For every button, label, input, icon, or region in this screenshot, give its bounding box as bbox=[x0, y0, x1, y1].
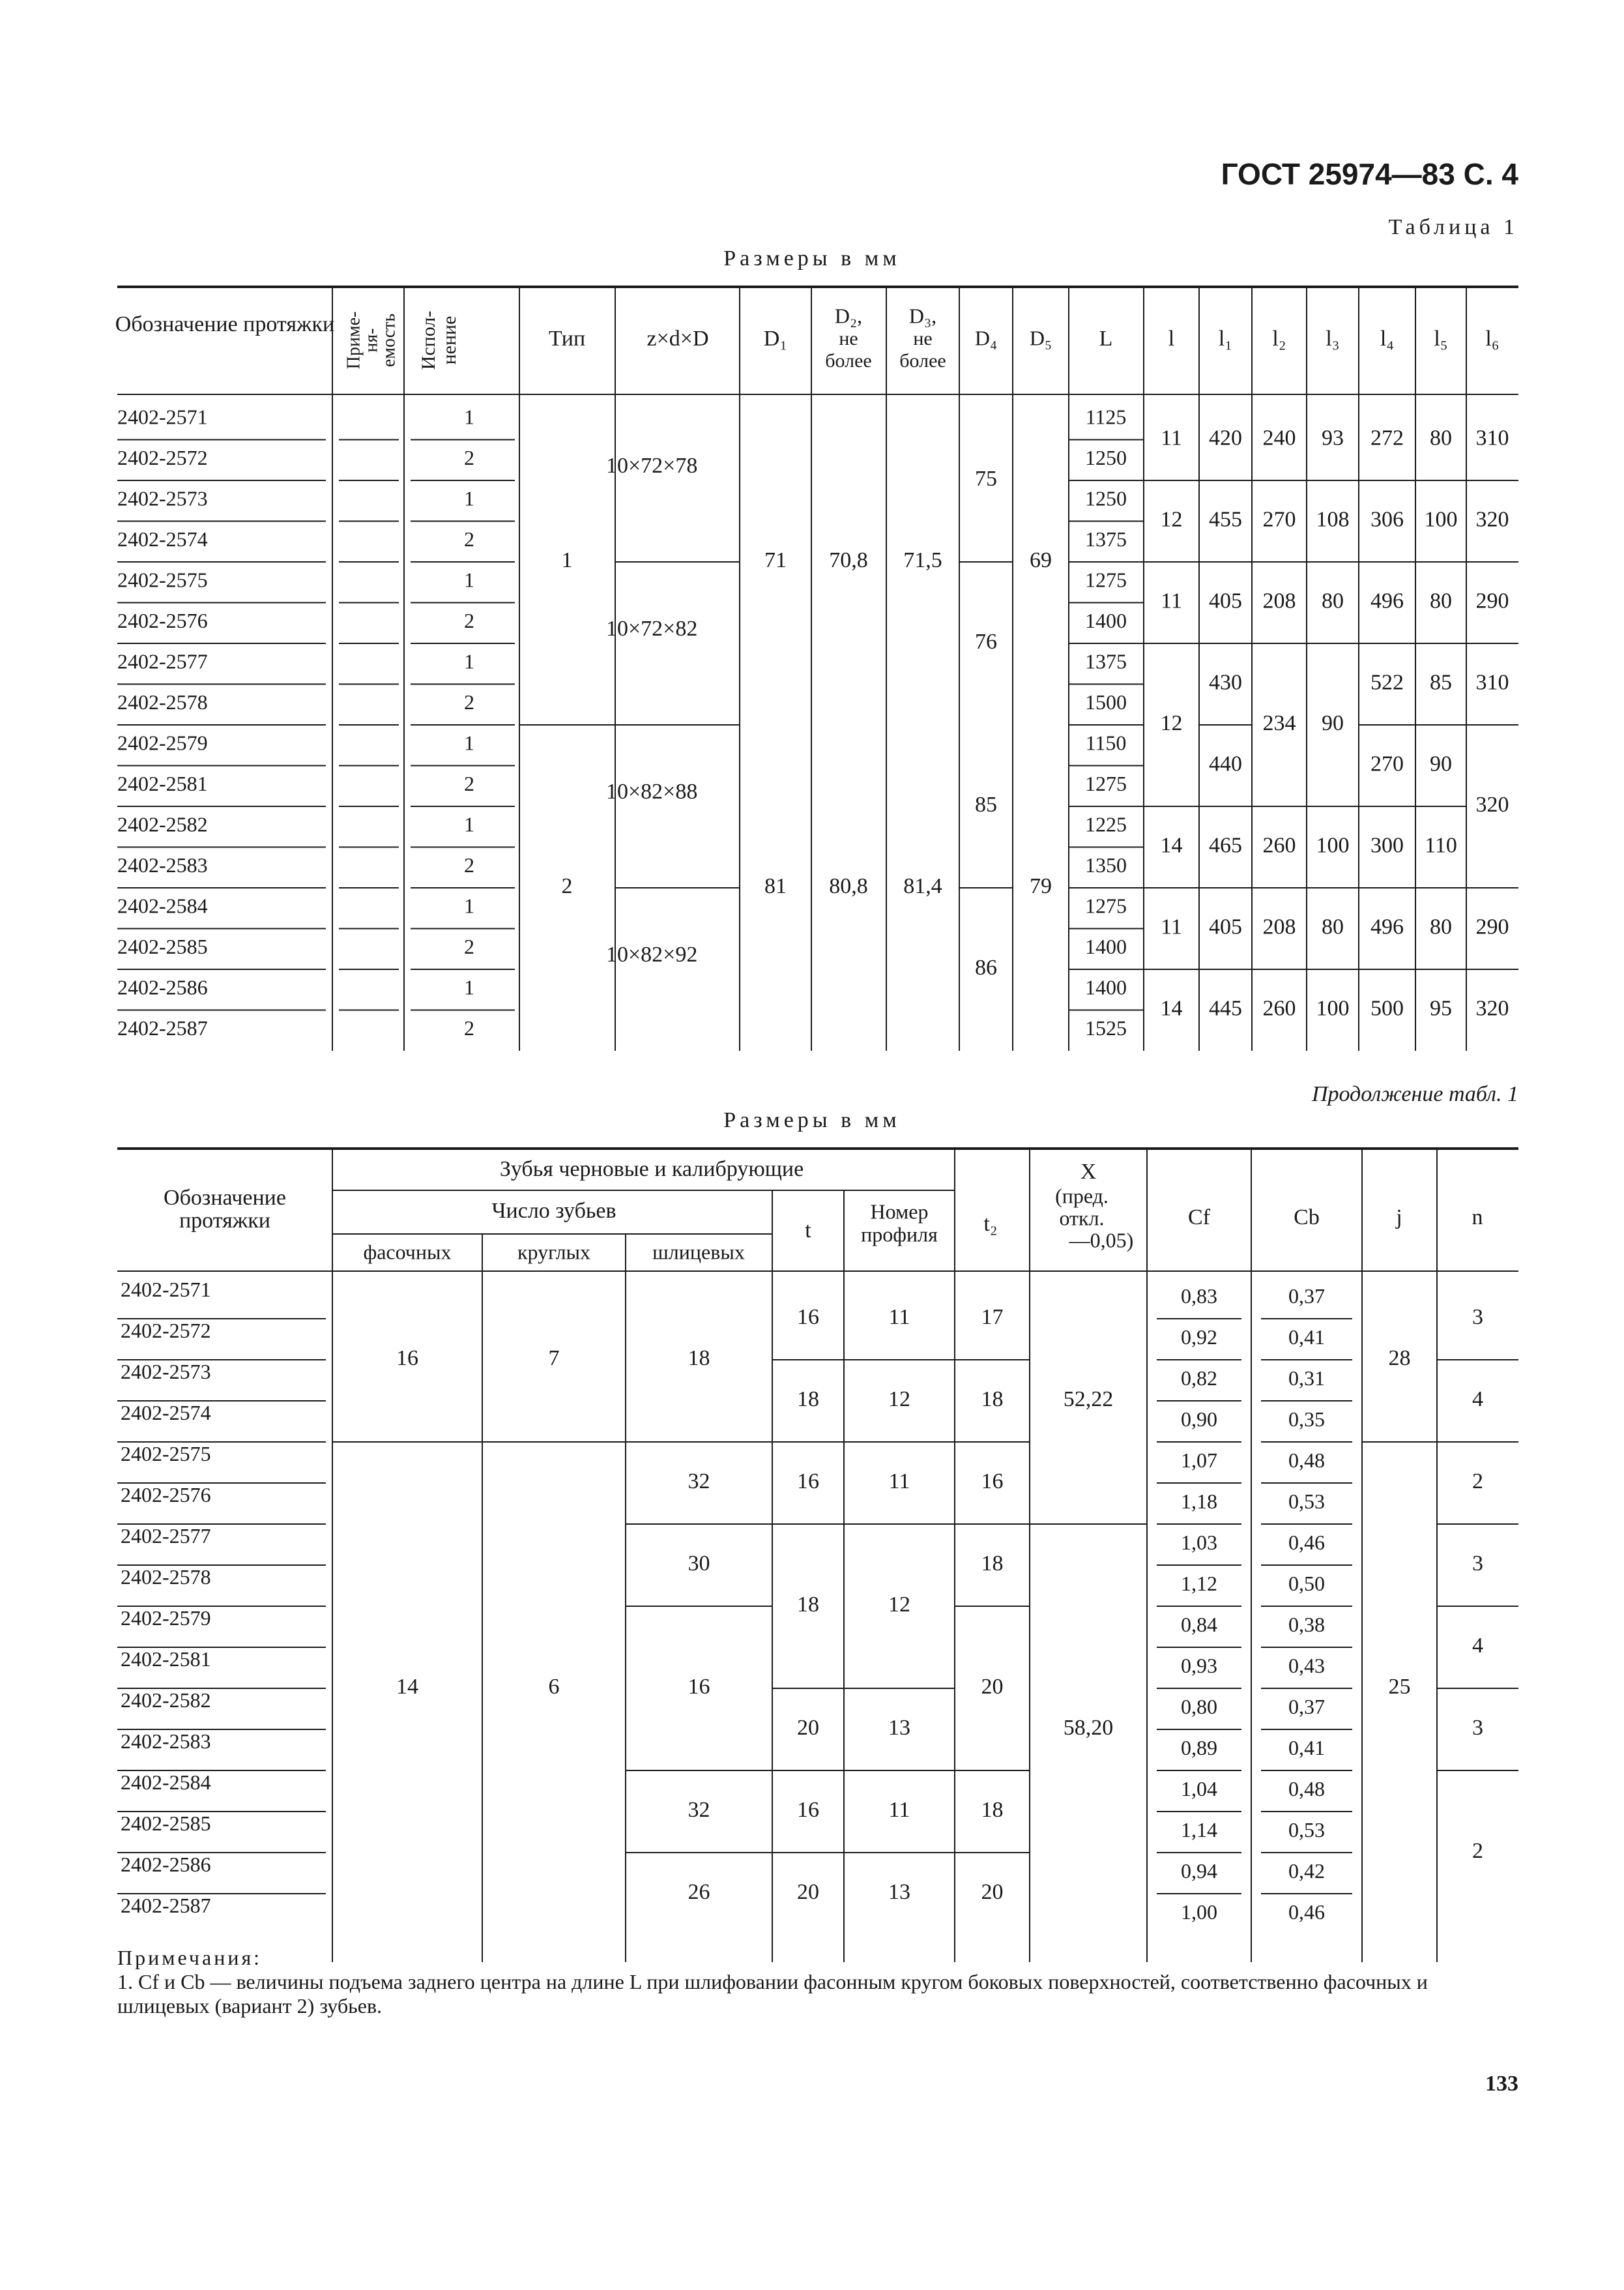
standard-header: ГОСТ 25974—83 С. 4 bbox=[1221, 157, 1518, 191]
t2-profile: 11 bbox=[888, 1797, 910, 1822]
t2-n: 3 bbox=[1472, 1304, 1483, 1329]
t1-l4: 496 bbox=[1370, 915, 1404, 939]
t1-l1: 420 bbox=[1209, 426, 1242, 450]
t1-D2: 70,8 bbox=[829, 548, 868, 572]
t1-ispolnenie: 2 bbox=[464, 527, 474, 551]
t1-l5: 80 bbox=[1430, 589, 1452, 613]
notes-title: Примечания: bbox=[117, 1946, 263, 1969]
t2-h-profile: Номер bbox=[870, 1199, 929, 1224]
t1-designation: 2402-2585 bbox=[117, 935, 208, 959]
t2-cb: 0,31 bbox=[1288, 1366, 1325, 1390]
t1-l5: 95 bbox=[1430, 996, 1452, 1021]
t1-l4: 272 bbox=[1370, 426, 1404, 450]
t1-h-l₁: l₁ bbox=[1218, 326, 1233, 351]
t1-l4: 496 bbox=[1370, 589, 1404, 613]
t1-designation: 2402-2571 bbox=[117, 405, 208, 429]
t2-h-j: j bbox=[1396, 1205, 1402, 1229]
t2-cb: 0,41 bbox=[1288, 1735, 1325, 1759]
t2-h-n: n bbox=[1472, 1205, 1483, 1229]
t1-h-designation: Обозначение протяжки bbox=[115, 312, 335, 336]
t2-h-designation: Обозначение bbox=[164, 1185, 286, 1210]
t1-l2: 270 bbox=[1262, 507, 1296, 532]
t1-L: 1225 bbox=[1085, 812, 1127, 836]
t1-h-L: L bbox=[1099, 326, 1113, 351]
t1-L: 1125 bbox=[1085, 405, 1127, 429]
t1-designation: 2402-2576 bbox=[117, 609, 208, 633]
t2-t: 18 bbox=[797, 1387, 819, 1411]
t1-designation: 2402-2586 bbox=[117, 975, 208, 999]
t1-designation: 2402-2572 bbox=[117, 446, 208, 470]
t1-zdD: 10×72×78 bbox=[606, 453, 698, 478]
t2-profile: 13 bbox=[888, 1879, 910, 1904]
t1-L: 1150 bbox=[1085, 731, 1127, 755]
t2-h-round: круглых bbox=[517, 1240, 591, 1264]
t1-l6: 320 bbox=[1475, 792, 1509, 817]
t2-h-x: X bbox=[1080, 1159, 1097, 1184]
t2-t2: 20 bbox=[981, 1879, 1004, 1904]
t1-l5: 80 bbox=[1430, 426, 1452, 450]
t2-designation: 2402-2583 bbox=[121, 1729, 211, 1753]
t1-l: 11 bbox=[1161, 915, 1182, 939]
t1-zdD: 10×72×82 bbox=[606, 616, 698, 641]
t1-L: 1275 bbox=[1085, 772, 1127, 796]
t2-designation: 2402-2578 bbox=[121, 1564, 211, 1589]
t2-cf: 0,84 bbox=[1181, 1612, 1217, 1636]
t2-t: 16 bbox=[797, 1304, 819, 1329]
t2-h-t2: t₂ bbox=[983, 1211, 998, 1236]
t1-L: 1500 bbox=[1085, 690, 1127, 714]
t1-l3: 80 bbox=[1322, 915, 1344, 939]
t1-l2: 234 bbox=[1262, 711, 1296, 735]
t2-designation: 2402-2584 bbox=[121, 1770, 211, 1794]
t1-l5: 90 bbox=[1430, 752, 1452, 776]
t2-cb: 0,41 bbox=[1288, 1325, 1325, 1349]
t2-cb: 0,37 bbox=[1288, 1694, 1325, 1718]
t1-tip: 1 bbox=[561, 548, 573, 572]
t1-D4: 75 bbox=[975, 466, 997, 491]
t2-designation: 2402-2575 bbox=[121, 1441, 211, 1465]
t1-h-D3c: более bbox=[899, 349, 946, 372]
t1-l2: 208 bbox=[1262, 915, 1296, 939]
t1-ispolnenie: 1 bbox=[464, 405, 474, 429]
t2-cb: 0,46 bbox=[1288, 1900, 1325, 1924]
t1-L: 1400 bbox=[1085, 935, 1127, 959]
t1-l3: 90 bbox=[1322, 711, 1344, 735]
t1-l1: 440 bbox=[1209, 752, 1242, 776]
t2-n: 2 bbox=[1472, 1838, 1483, 1863]
t1-l3: 100 bbox=[1316, 833, 1350, 858]
t1-h-D2b: не bbox=[839, 327, 858, 349]
t1-designation: 2402-2582 bbox=[117, 812, 208, 836]
t2-h-chamfer: фасочных bbox=[363, 1240, 452, 1264]
t1-l: 14 bbox=[1160, 833, 1183, 858]
t1-L: 1250 bbox=[1085, 486, 1127, 510]
t1-designation: 2402-2581 bbox=[117, 772, 208, 796]
t2-profile: 12 bbox=[888, 1592, 910, 1617]
t2-profile: 11 bbox=[888, 1304, 910, 1329]
t1-D4: 76 bbox=[975, 629, 997, 654]
t2-t2: 17 bbox=[981, 1304, 1004, 1329]
t2-t2: 18 bbox=[981, 1797, 1004, 1822]
t2-cf: 0,92 bbox=[1181, 1325, 1217, 1349]
t1-h-l₆: l₆ bbox=[1485, 326, 1500, 351]
t2-x: 58,20 bbox=[1063, 1715, 1114, 1740]
t1-h-isp-2: нение bbox=[438, 316, 460, 365]
t2-cf: 1,04 bbox=[1181, 1776, 1217, 1800]
t2-cb: 0,37 bbox=[1288, 1284, 1325, 1308]
t1-l3: 93 bbox=[1322, 426, 1344, 450]
page-number: 133 bbox=[1485, 2072, 1518, 2096]
t1-l5: 100 bbox=[1424, 507, 1458, 532]
t2-h-x-3: откл. bbox=[1059, 1206, 1105, 1230]
t1-L: 1250 bbox=[1085, 446, 1127, 470]
t1-h-D5: D₅ bbox=[1029, 326, 1052, 350]
t1-l1: 405 bbox=[1209, 589, 1242, 613]
t1-L: 1375 bbox=[1085, 527, 1127, 551]
t2-cf: 1,12 bbox=[1181, 1571, 1217, 1595]
t2-cf: 0,93 bbox=[1181, 1653, 1217, 1677]
t1-l: 12 bbox=[1160, 711, 1183, 735]
t1-h-D4: D₄ bbox=[974, 326, 998, 350]
t1-L: 1400 bbox=[1085, 975, 1127, 999]
t2-spline: 18 bbox=[688, 1345, 710, 1370]
t1-l6: 320 bbox=[1475, 996, 1509, 1021]
t1-h-tip: Тип bbox=[548, 326, 586, 351]
t1-h-prim-2: ня- bbox=[361, 328, 382, 353]
t2-h-cf: Cf bbox=[1188, 1205, 1210, 1229]
t1-h-prim-3: емость bbox=[379, 313, 399, 368]
t1-designation: 2402-2578 bbox=[117, 690, 208, 714]
t2-h-designation-2: протяжки bbox=[179, 1208, 271, 1233]
t1-l2: 240 bbox=[1262, 426, 1296, 450]
t2-n: 3 bbox=[1472, 1715, 1483, 1740]
continuation-caption: Продолжение табл. 1 bbox=[1311, 1082, 1518, 1106]
t1-l3: 80 bbox=[1322, 589, 1344, 613]
t2-cf: 0,94 bbox=[1181, 1858, 1217, 1883]
t1-l6: 310 bbox=[1475, 426, 1509, 450]
t1-l5: 85 bbox=[1430, 670, 1452, 695]
t1-l5: 80 bbox=[1430, 915, 1452, 939]
t2-cf: 0,90 bbox=[1181, 1407, 1217, 1431]
t2-round: 7 bbox=[548, 1345, 560, 1370]
t2-t2: 20 bbox=[981, 1674, 1004, 1699]
t1-l6: 290 bbox=[1475, 915, 1509, 939]
t1-h-D2: D₂, bbox=[834, 304, 863, 328]
t1-ispolnenie: 2 bbox=[464, 853, 474, 877]
t2-designation: 2402-2577 bbox=[121, 1523, 211, 1548]
t1-l1: 405 bbox=[1209, 915, 1242, 939]
t1-ispolnenie: 2 bbox=[464, 690, 474, 714]
t2-cb: 0,38 bbox=[1288, 1612, 1325, 1636]
t1-ispolnenie: 1 bbox=[464, 486, 474, 510]
t1-h-zdD: z×d×D bbox=[646, 326, 709, 351]
t1-D1: 81 bbox=[764, 873, 787, 898]
t1-h-l: l bbox=[1168, 326, 1175, 351]
t1-h-l₅: l₅ bbox=[1434, 326, 1448, 351]
t2-cf: 0,89 bbox=[1181, 1735, 1217, 1759]
t2-spline: 32 bbox=[688, 1797, 710, 1822]
t1-h-D2c: более bbox=[825, 349, 872, 372]
t2-n: 4 bbox=[1472, 1633, 1483, 1658]
t2-t: 20 bbox=[797, 1879, 819, 1904]
t1-D2: 80,8 bbox=[829, 873, 868, 898]
t2-t2: 18 bbox=[981, 1551, 1004, 1576]
t2-designation: 2402-2582 bbox=[121, 1688, 211, 1712]
t2-chamfer: 16 bbox=[396, 1345, 418, 1370]
t2-chamfer: 14 bbox=[396, 1674, 418, 1699]
t2-cb: 0,42 bbox=[1288, 1858, 1325, 1883]
t2-designation: 2402-2587 bbox=[121, 1893, 211, 1917]
t1-ispolnenie: 1 bbox=[464, 649, 474, 673]
t2-cf: 1,07 bbox=[1181, 1448, 1217, 1472]
t2-h-spline: шлицевых bbox=[652, 1240, 745, 1264]
t1-l1: 445 bbox=[1209, 996, 1242, 1021]
t2-x: 52,22 bbox=[1063, 1387, 1114, 1411]
t1-designation: 2402-2573 bbox=[117, 486, 208, 510]
t2-cb: 0,48 bbox=[1288, 1448, 1325, 1472]
t2-cb: 0,35 bbox=[1288, 1407, 1325, 1431]
t1-L: 1525 bbox=[1085, 1016, 1127, 1040]
t1-l4: 306 bbox=[1370, 507, 1404, 532]
t2-designation: 2402-2574 bbox=[121, 1400, 211, 1424]
t1-D4: 85 bbox=[975, 792, 997, 817]
t1-l4: 500 bbox=[1370, 996, 1404, 1021]
t1-L: 1275 bbox=[1085, 894, 1127, 918]
t2-cb: 0,53 bbox=[1288, 1817, 1325, 1842]
t2-h-t: t bbox=[805, 1218, 811, 1242]
t2-t2: 18 bbox=[981, 1387, 1004, 1411]
t2-cb: 0,46 bbox=[1288, 1530, 1325, 1554]
t2-spline: 26 bbox=[688, 1879, 710, 1904]
t1-l5: 110 bbox=[1425, 833, 1457, 858]
t2-cf: 1,18 bbox=[1181, 1489, 1217, 1513]
t1-designation: 2402-2587 bbox=[117, 1016, 208, 1040]
t1-D1: 71 bbox=[764, 548, 787, 572]
t2-designation: 2402-2585 bbox=[121, 1811, 211, 1835]
t2-n: 2 bbox=[1472, 1469, 1483, 1493]
t1-l: 11 bbox=[1161, 426, 1182, 450]
t2-cf: 0,83 bbox=[1181, 1284, 1217, 1308]
t1-designation: 2402-2583 bbox=[117, 853, 208, 877]
t2-designation: 2402-2581 bbox=[121, 1647, 211, 1671]
t1-l4: 270 bbox=[1370, 752, 1404, 776]
t2-profile: 12 bbox=[888, 1387, 910, 1411]
t2-designation: 2402-2586 bbox=[121, 1852, 211, 1876]
t1-ispolnenie: 2 bbox=[464, 609, 474, 633]
t1-h-D3: D₃, bbox=[908, 304, 937, 328]
t1-ispolnenie: 2 bbox=[464, 1016, 474, 1040]
t1-zdD: 10×82×88 bbox=[606, 779, 698, 804]
notes-text: 1. Cf и Cb — величины подъема заднего центра на длине L при шлифовании фасонным кругом боковых поверхностей, соответственно фасочных и шлицевых (вариант 2) зубьев. bbox=[117, 1969, 1428, 2018]
t1-designation: 2402-2584 bbox=[117, 894, 208, 918]
t2-cb: 0,43 bbox=[1288, 1653, 1325, 1677]
t1-L: 1350 bbox=[1085, 853, 1127, 877]
t1-l3: 108 bbox=[1316, 507, 1350, 532]
t2-t: 20 bbox=[797, 1715, 819, 1740]
t2-h-teeth: Зубья черновые и калибрующие bbox=[499, 1156, 804, 1181]
t2-h-cb: Cb bbox=[1294, 1205, 1320, 1229]
t2-cf: 1,14 bbox=[1181, 1817, 1217, 1842]
t2-t2: 16 bbox=[981, 1469, 1004, 1493]
t1-h-prim-1: Приме- bbox=[343, 311, 364, 370]
t1-L: 1275 bbox=[1085, 568, 1127, 592]
t1-l1: 455 bbox=[1209, 507, 1242, 532]
units-caption-2: Размеры в мм bbox=[723, 1108, 901, 1132]
t2-h-x-4: —0,05) bbox=[1069, 1228, 1134, 1252]
t2-spline: 32 bbox=[688, 1469, 710, 1493]
t2-designation: 2402-2573 bbox=[121, 1359, 211, 1383]
t1-l2: 260 bbox=[1262, 833, 1296, 858]
t2-spline: 30 bbox=[688, 1551, 710, 1576]
t1-zdD: 10×82×92 bbox=[606, 942, 698, 967]
t2-designation: 2402-2579 bbox=[121, 1606, 211, 1630]
t1-h-l₂: l₂ bbox=[1272, 326, 1286, 351]
t1-l4: 300 bbox=[1370, 833, 1404, 858]
t2-cf: 0,80 bbox=[1181, 1694, 1217, 1718]
t1-L: 1375 bbox=[1085, 649, 1127, 673]
t2-cf: 1,03 bbox=[1181, 1530, 1217, 1554]
t1-l1: 430 bbox=[1209, 670, 1242, 695]
t2-t: 18 bbox=[797, 1592, 819, 1617]
t2-t: 16 bbox=[797, 1797, 819, 1822]
t1-h-l₃: l₃ bbox=[1326, 326, 1340, 351]
t1-ispolnenie: 1 bbox=[464, 975, 474, 999]
t1-L: 1400 bbox=[1085, 609, 1127, 633]
t2-profile: 13 bbox=[888, 1715, 910, 1740]
t1-l6: 320 bbox=[1475, 507, 1509, 532]
t1-h-D3b: не bbox=[913, 327, 933, 349]
t1-designation: 2402-2574 bbox=[117, 527, 208, 551]
t2-j: 25 bbox=[1388, 1674, 1411, 1699]
t1-l3: 100 bbox=[1316, 996, 1350, 1021]
t1-l: 14 bbox=[1160, 996, 1183, 1021]
t2-profile: 11 bbox=[888, 1469, 910, 1493]
t1-l1: 465 bbox=[1209, 833, 1242, 858]
t1-ispolnenie: 2 bbox=[464, 935, 474, 959]
t1-l2: 208 bbox=[1262, 589, 1296, 613]
t1-h-D1: D₁ bbox=[763, 326, 788, 351]
t1-ispolnenie: 1 bbox=[464, 731, 474, 755]
t1-designation: 2402-2579 bbox=[117, 731, 208, 755]
notes bbox=[117, 1946, 1518, 2018]
t1-D3: 81,4 bbox=[903, 873, 942, 898]
t1-h-isp-1: Испол- bbox=[417, 310, 439, 370]
t2-cf: 0,82 bbox=[1181, 1366, 1217, 1390]
t2-spline: 16 bbox=[688, 1674, 710, 1699]
t2-n: 4 bbox=[1472, 1387, 1483, 1411]
t1-D4: 86 bbox=[975, 955, 997, 980]
t1-l: 11 bbox=[1161, 589, 1182, 613]
t1-ispolnenie: 1 bbox=[464, 812, 474, 836]
t2-round: 6 bbox=[548, 1674, 560, 1699]
t2-cb: 0,53 bbox=[1288, 1489, 1325, 1513]
t2-h-count: Число зубьев bbox=[491, 1198, 616, 1223]
t2-cb: 0,50 bbox=[1288, 1571, 1325, 1595]
t1-l4: 522 bbox=[1370, 670, 1404, 695]
t2-t: 16 bbox=[797, 1469, 819, 1493]
t1-h-l₄: l₄ bbox=[1380, 326, 1395, 351]
t2-designation: 2402-2572 bbox=[121, 1318, 211, 1342]
table-number: Таблица 1 bbox=[1388, 215, 1518, 239]
t1-designation: 2402-2577 bbox=[117, 649, 208, 673]
t1-ispolnenie: 1 bbox=[464, 894, 474, 918]
t1-l2: 260 bbox=[1262, 996, 1296, 1021]
t1-ispolnenie: 2 bbox=[464, 446, 474, 470]
t1-ispolnenie: 2 bbox=[464, 772, 474, 796]
t1-l6: 310 bbox=[1475, 670, 1509, 695]
t2-cf: 1,00 bbox=[1181, 1900, 1217, 1924]
t1-tip: 2 bbox=[561, 873, 573, 898]
t1-D3: 71,5 bbox=[903, 548, 942, 572]
t1-l6: 290 bbox=[1475, 589, 1509, 613]
t1-ispolnenie: 1 bbox=[464, 568, 474, 592]
units-caption: Размеры в мм bbox=[723, 246, 901, 271]
t2-h-profile-2: профиля bbox=[861, 1222, 938, 1246]
t2-cb: 0,48 bbox=[1288, 1776, 1325, 1800]
t2-h-x-2: (пред. bbox=[1055, 1184, 1109, 1208]
t1-designation: 2402-2575 bbox=[117, 568, 208, 592]
t1-D5: 79 bbox=[1030, 873, 1052, 898]
t2-n: 3 bbox=[1472, 1551, 1483, 1576]
t2-designation: 2402-2576 bbox=[121, 1482, 211, 1506]
t1-l: 12 bbox=[1160, 507, 1183, 532]
t2-designation: 2402-2571 bbox=[121, 1277, 211, 1301]
t1-D5: 69 bbox=[1030, 548, 1052, 572]
t2-j: 28 bbox=[1388, 1345, 1411, 1370]
